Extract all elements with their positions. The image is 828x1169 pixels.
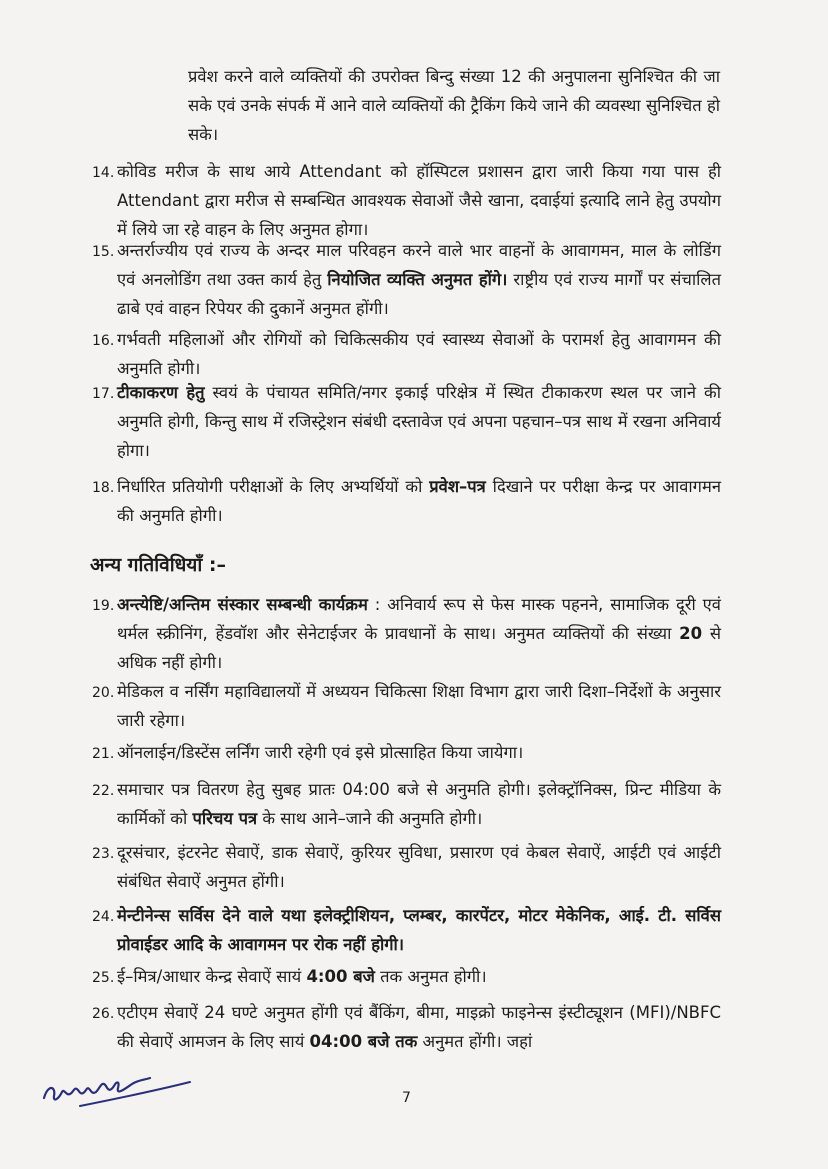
text-segment: अन्तर्राज्यीय एवं राज्य के अन्दर माल परिवहन करने वाले भार वाहनों के आवागमन, माल के लोडिंग एवं अनलोडिंग तथा उक्त कार्य हेतु — [117, 241, 721, 289]
bold-text: प्रवेश–पत्र — [429, 477, 486, 496]
text-segment: गर्भवती महिलाओं और रोगियों को चिकित्सकीय एवं स्वास्थ्य सेवाओं के परामर्श हेतु आवागमन की अनुमति होगी। — [117, 330, 721, 378]
item-number: 22. — [92, 783, 115, 799]
text-segment: समाचार पत्र वितरण हेतु सुबह प्रातः 04:00 बजे से अनुमति होगी। इलेक्ट्रॉनिक्स, प्रिन्ट मीडिया के कार्मिकों को — [117, 780, 721, 828]
text-segment: एटीएम सेवाऐं 24 घण्टे अनुमत होंगी एवं बैंकिंग, बीमा, माइक्रो फाइनेन्स इंस्टीट्यूशन (MFI)/NBFC की सेवाऐं आमजन के लिए सायं — [117, 1003, 721, 1051]
text-segment: स्वयं के पंचायत समिति/नगर इकाई परिक्षेत्र में स्थित टीकाकरण स्थल पर जाने की अनुमति होगी, किन्तु साथ में रजिस्ट्रेशन संबंधी दस्तावेज एवं अपना पहचान–पत्र साथ में रखना अनिवार्य होगा। — [117, 383, 721, 460]
section-heading: अन्य गतिविधियाँ :– — [90, 554, 226, 576]
item-18 — [117, 472, 721, 530]
item-19 — [117, 590, 721, 677]
text-segment: निर्धारित प्रतियोगी परीक्षाओं के लिए अभ्यर्थियों को — [117, 477, 430, 496]
item-number: 24. — [92, 909, 115, 925]
item-number: 20. — [92, 685, 115, 701]
item-25 — [117, 962, 721, 991]
item-26 — [117, 998, 721, 1056]
item-24 — [117, 901, 721, 959]
item-22 — [117, 775, 721, 833]
item-number: 18. — [92, 480, 115, 496]
bold-text: 20 — [679, 624, 703, 643]
item-number: 19. — [92, 598, 115, 614]
text-segment: के साथ आने–जाने की अनुमति होगी। — [257, 809, 483, 828]
item-20 — [117, 677, 721, 735]
item-number: 17. — [92, 386, 115, 402]
bold-text: परिचय पत्र — [192, 809, 258, 828]
text-segment: राष्ट्रीय एवं राज्य मार्गों पर संचालित ढाबे एवं वाहन रिपेयर की दुकानें अनुमत होंगी। — [117, 270, 721, 318]
bold-text: टीकाकरण हेतु — [117, 383, 205, 402]
text-segment: ई–मित्र/आधार केन्द्र सेवाऐं सायं — [117, 967, 307, 986]
signature-icon — [40, 1066, 200, 1116]
page-number: 7 — [402, 1090, 411, 1106]
item-number: 15. — [92, 244, 115, 260]
intro-paragraph: प्रवेश करने वाले व्यक्तियों की उपरोक्त बिन्दु संख्या 12 की अनुपालना सुनिश्चित की जा सके एवं उनके संपर्क में आने वाले व्यक्तियों की ट्रैकिंग किये जाने की व्यवस्था सुनिश्चित हो सके। — [188, 67, 720, 144]
item-23 — [117, 838, 721, 896]
item-number: 16. — [92, 333, 115, 349]
item-17 — [117, 378, 721, 465]
text-segment: तक अनुमत होगी। — [374, 967, 487, 986]
item-21 — [117, 738, 721, 767]
item-number: 21. — [92, 746, 115, 762]
bold-text: 04:00 बजे तक — [309, 1032, 418, 1051]
text-segment: मेडिकल व नर्सिंग महाविद्यालयों में अध्ययन चिकित्सा शिक्षा विभाग द्वारा जारी दिशा–निर्देशों के अनुसार जारी रहेगा। — [117, 682, 721, 730]
item-number: 26. — [92, 1006, 115, 1022]
bold-text: नियोजित व्यक्ति अनुमत होंगे। — [327, 270, 508, 289]
bold-text: मेन्टीनेन्स सर्विस देने वाले यथा इलेक्ट्रीशियन, प्लम्बर, कारपेंटर, मोटर मेकेनिक, आई. टी. सर्विस प्रोवाईडर आदि के आवागमन पर रोक नहीं होगी। — [117, 906, 721, 954]
item-14 — [117, 157, 721, 244]
item-number: 25. — [92, 970, 115, 986]
text-segment: दूरसंचार, इंटरनेट सेवाऐं, डाक सेवाऐं, कुरियर सुविधा, प्रसारण एवं केबल सेवाऐं, आईटी एवं आईटी संबंधित सेवाऐं अनुमत होंगी। — [117, 843, 721, 891]
text-segment: दिखाने पर परीक्षा केन्द्र पर आवागमन की अनुमति होगी। — [117, 477, 721, 525]
text-segment: : अनिवार्य रूप से फेस मास्क पहनने, सामाजिक दूरी एवं थर्मल स्क्रीनिंग, हेंडवॉश और सेनेटाईजर के प्रावधानों के साथ। अनुमत व्यक्तियों की संख्या — [117, 595, 721, 643]
text-segment: से अधिक नहीं होगी। — [117, 624, 721, 672]
bold-text: अन्त्येष्टि/अन्तिम संस्कार सम्बन्धी कार्यक्रम — [117, 595, 368, 614]
text-segment: कोविड मरीज के साथ आये Attendant को हॉस्पिटल प्रशासन द्वारा जारी किया गया पास ही Attendant द्वारा मरीज से सम्बन्धित आवश्यक सेवाओं जैसे खाना, दवाईयां इत्यादि लाने हेतु उपयोग में लिये जा रहे वाहन के लिए अनुमत होगा। — [117, 162, 721, 239]
bold-text: 4:00 बजे — [306, 967, 375, 986]
item-number: 23. — [92, 846, 115, 862]
item-number: 14. — [92, 165, 115, 181]
item-15 — [117, 236, 721, 323]
text-segment: ऑनलाईन/डिस्टेंस लर्निंग जारी रहेगी एवं इसे प्रोत्साहित किया जायेगा। — [117, 743, 524, 762]
item-16 — [117, 325, 721, 383]
text-segment: अनुमत होंगी। जहां — [417, 1032, 533, 1051]
